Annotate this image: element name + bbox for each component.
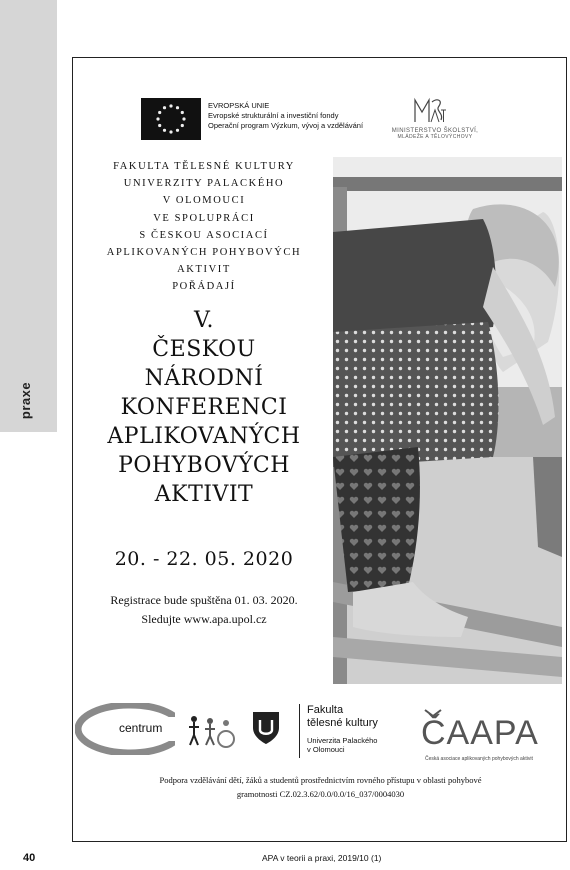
- eu-line3: Operační program Výzkum, vývoj a vzdělávání: [208, 121, 364, 131]
- poster-frame: [72, 57, 567, 842]
- organizer-line: UNIVERZITY PALACKÉHO: [123, 178, 285, 190]
- section-label-text: praxe: [18, 381, 34, 419]
- eu-line2: Evropské strukturální a investiční fondy: [208, 111, 339, 121]
- section-tab: [0, 0, 57, 432]
- registration-info: [79, 591, 329, 629]
- centrum-label: centrum: [119, 721, 163, 735]
- eu-line1: EVROPSKÁ UNIE: [208, 101, 270, 110]
- organizer-line: APLIKOVANÝCH POHYBOVÝCH: [106, 247, 302, 259]
- fakulta-logo: [307, 704, 378, 754]
- title-line: KONFERENCI: [120, 395, 288, 420]
- title-line: V.: [193, 308, 215, 333]
- fakulta-sub2: v Olomouci: [307, 745, 345, 754]
- msmt-text: [389, 128, 481, 140]
- journal-footer: APA v teorii a praxi, 2019/10 (1): [262, 853, 382, 863]
- organizer-line: S ČESKOU ASOCIACÍ: [139, 229, 269, 241]
- eu-flag-icon: [141, 98, 201, 140]
- title-line: ČESKOU: [152, 337, 256, 362]
- organizer-line: V OLOMOUCI: [162, 195, 246, 207]
- title-line: APLIKOVANÝCH: [107, 424, 301, 449]
- title-line: NÁRODNÍ: [144, 366, 264, 391]
- registration-line1: Registrace bude spuštěna 01. 03. 2020.: [110, 593, 298, 607]
- people-icon: [186, 711, 236, 751]
- support-line2: gramotnosti CZ.02.3.62/0.0/0.0/16_037/0004030: [236, 789, 405, 799]
- organizer-line: VE SPOLUPRÁCI: [153, 212, 255, 224]
- svg-text:ČAAPA: ČAAPA: [421, 714, 539, 752]
- conference-date: 20. - 22. 05. 2020: [114, 548, 294, 570]
- caapa-text: Česká asociace aplikovaných pohybových aktivit: [425, 756, 533, 762]
- registration-line2: Sledujte www.apa.upol.cz: [141, 612, 267, 626]
- organizer-line: POŘÁDAJÍ: [172, 281, 236, 293]
- organizers-block: [79, 158, 329, 296]
- caapa-logo-icon: [419, 704, 543, 754]
- child-photo: [333, 157, 562, 684]
- page-number: 40: [23, 852, 36, 864]
- eu-text: [208, 101, 363, 132]
- organizer-line: FAKULTA TĚLESNÉ KULTURY: [113, 161, 295, 172]
- title-line: POHYBOVÝCH: [118, 453, 290, 478]
- msmt-line1: MINISTERSTVO ŠKOLSTVÍ,: [391, 128, 479, 134]
- organizer-line: AKTIVIT: [177, 264, 231, 276]
- support-text: [79, 773, 562, 801]
- conference-title: [79, 306, 329, 509]
- section-label: [6, 370, 46, 430]
- msmt-line2: MLÁDEŽE A TĚLOVÝCHOVY: [397, 134, 473, 140]
- upol-shield-icon: [251, 710, 281, 746]
- support-line1: Podpora vzdělávání dětí, žáků a studentů prostřednictvím rovného přístupu v oblasti pohybové: [159, 775, 482, 785]
- fakulta-line1: Fakulta: [307, 704, 344, 716]
- partner-divider: [299, 704, 300, 758]
- title-line: AKTIVIT: [154, 482, 254, 507]
- fakulta-line2: tělesné kultury: [307, 717, 378, 729]
- fakulta-sub1: Univerzita Palackého: [307, 736, 378, 745]
- msmt-logo-icon: [413, 96, 447, 124]
